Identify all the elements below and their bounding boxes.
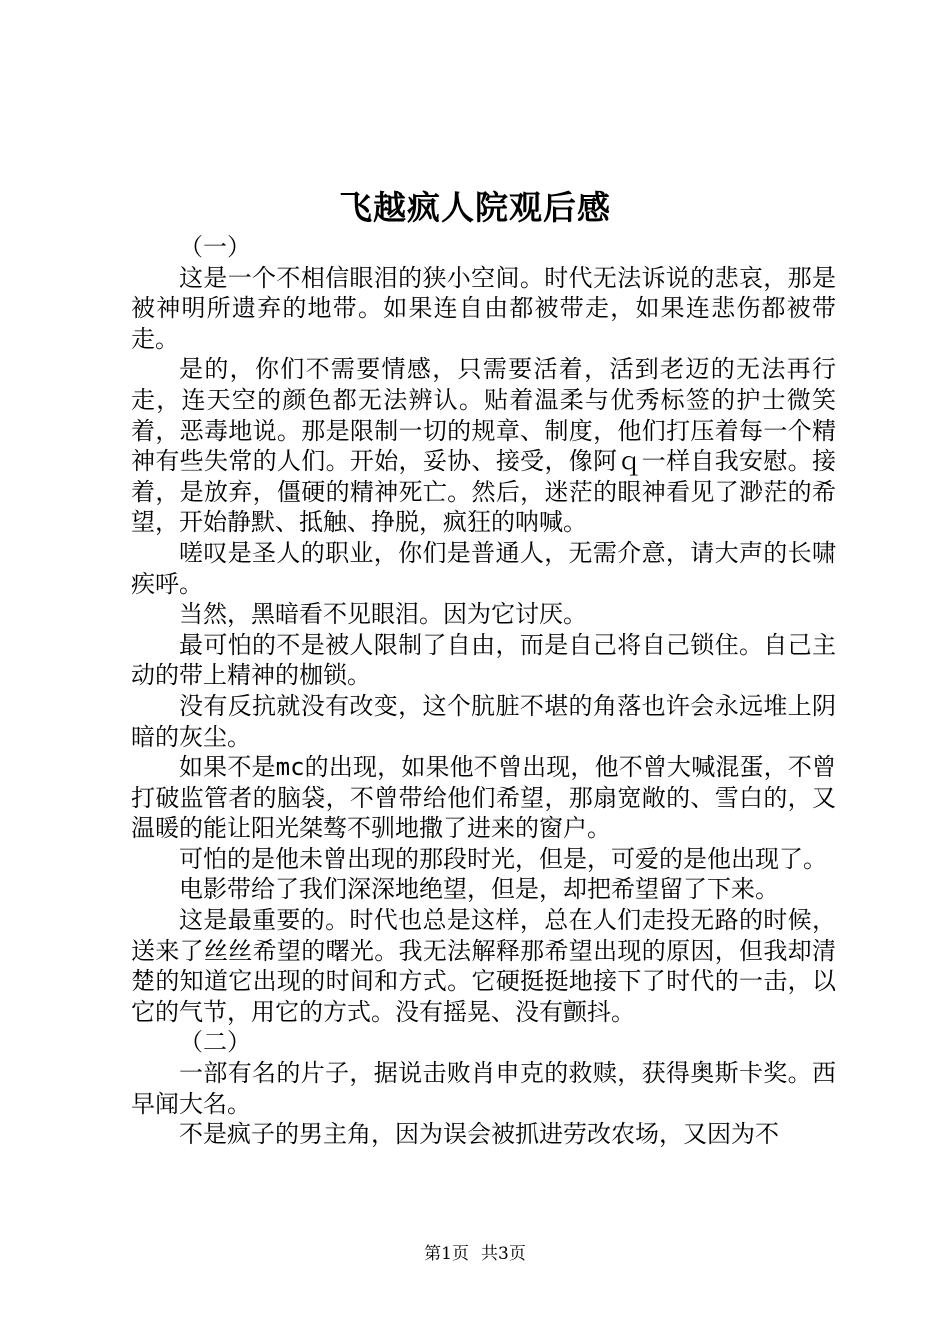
paragraph: 不是疯子的男主角，因为误会被抓进劳改农场，又因为不 (179, 1120, 779, 1149)
page-total: 共3页 (481, 1244, 526, 1264)
paragraph: 当然，黑暗看不见眼泪。因为它讨厌。 (179, 600, 587, 629)
page-footer (0, 1242, 950, 1266)
paragraph: 一部有名的片子，据说击败肖申克的救赎，获得奥斯卡奖。西早闻大名。 (131, 1059, 836, 1118)
paragraph: 没有反抗就没有改变，这个肮脏不堪的角落也许会永远堆上阴暗的灰尘。 (131, 691, 836, 751)
section-heading: （二） (179, 1028, 251, 1057)
paragraph: 电影带给了我们深深地绝望，但是，却把希望留了下来。 (179, 875, 779, 904)
document-body (131, 232, 836, 1150)
paragraph: 嗟叹是圣人的职业，你们是普通人，无需介意，请大声的长啸疾呼。 (131, 538, 836, 598)
page-number: 第1页 (424, 1244, 469, 1264)
paragraph: 这是最重要的。时代也总是这样，总在人们走投无路的时候，送来了丝丝希望的曙光。我无法解释那希望出现的原因，但我却清楚的知道它出现的时间和方式。它硬挺挺地接下了时代的一击，以它的气节，用它的方式。没有摇晃、没有颤抖。 (131, 906, 836, 1026)
paragraph: 这是一个不相信眼泪的狭小空间。时代无法诉说的悲哀，那是被神明所遗弃的地带。如果连自由都被带走，如果连悲伤都被带走。 (131, 263, 836, 353)
paragraph: 最可怕的不是被人限制了自由，而是自己将自己锁住。自己主动的带上精神的枷锁。 (131, 630, 836, 690)
paragraph: 如果不是mc的出现，如果他不曾出现，他不曾大喊混蛋，不曾打破监管者的脑袋，不曾带给他们希望，那扇宽敞的、雪白的，又温暖的能让阳光桀骜不驯地撒了进来的窗户。 (131, 753, 836, 843)
paragraph: 可怕的是他未曾出现的那段时光，但是，可爱的是他出现了。 (179, 844, 827, 873)
section-heading: （一） (179, 233, 251, 261)
paragraph: 是的，你们不需要情感，只需要活着，活到老迈的无法再行走，连天空的颜色都无法辨认。贴着温柔与优秀标签的护士微笑着，恶毒地说。那是限制一切的规章、制度，他们打压着每一个精神有些失常的人们。开始，妥协、接受，像阿ｑ一样自我安慰。接着，是放弃，僵硬的精神死亡。然后，迷茫的眼神看见了渺茫的希望，开始静默、抵触、挣脱，疯狂的呐喊。 (131, 355, 836, 537)
document-title: 飞越疯人院观后感 (339, 188, 611, 227)
